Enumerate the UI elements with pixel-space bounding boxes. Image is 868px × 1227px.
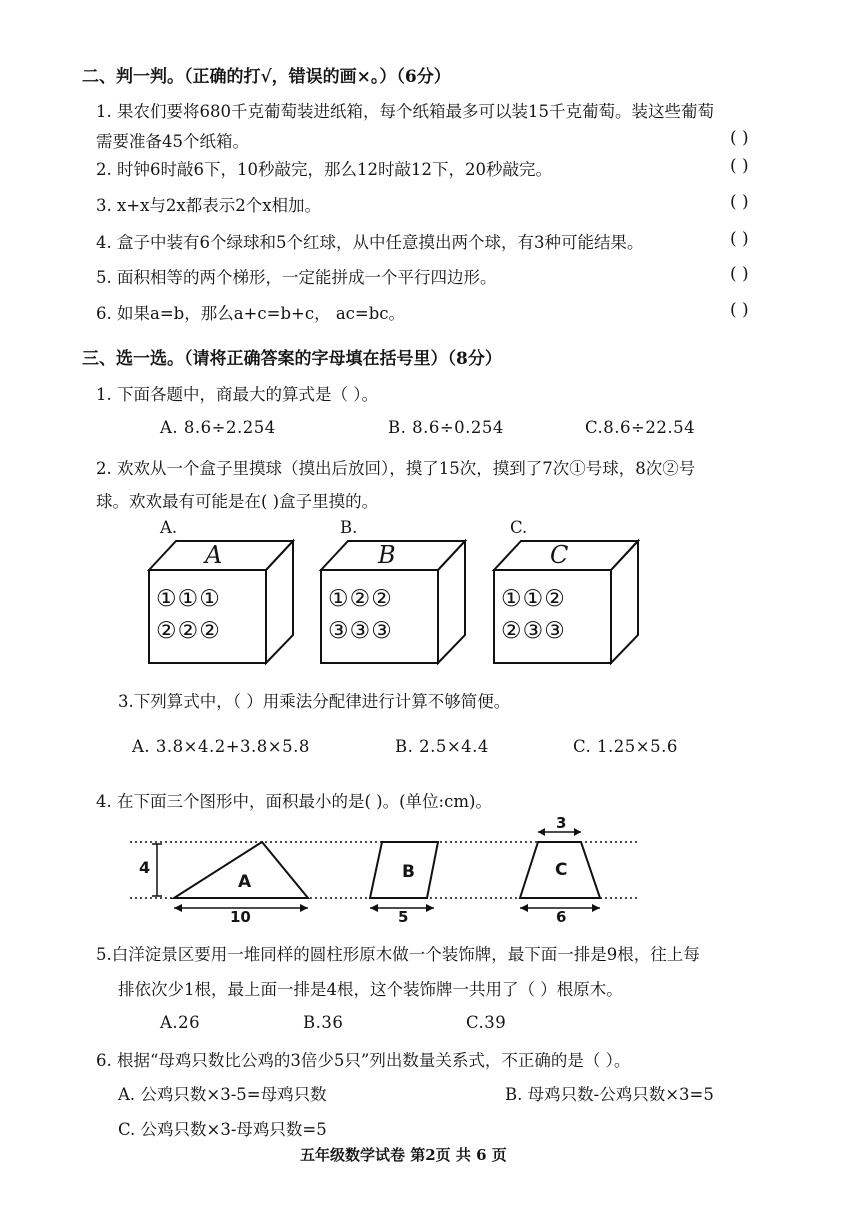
section-2-title: 二、判一判。（正确的打√，错误的画×。）（6分） (82, 67, 451, 87)
judge-answer-3[interactable]: ( ) (730, 192, 749, 212)
q4-shape-c-base: 6 (556, 908, 567, 926)
q6-option-b[interactable]: B. 母鸡只数-公鸡只数×3=5 (505, 1085, 714, 1104)
q1-option-b[interactable]: B. 8.6÷0.254 (388, 418, 504, 437)
q2-stem-line1: 2. 欢欢从一个盒子里摸球（摸出后放回），摸了15次，摸到了7次①号球，8次②号 (96, 459, 696, 478)
q4-shape-a-label: A (238, 872, 252, 892)
judge-item-1: 1. 果农们要将680千克葡萄装进纸箱，每个纸箱最多可以装15千克葡萄。装这些葡萄 (96, 102, 714, 121)
judge-item-5: 5. 面积相等的两个梯形，一定能拼成一个平行四边形。 (96, 268, 497, 287)
q1-option-c[interactable]: C.8.6÷22.54 (585, 418, 696, 437)
q1-option-a[interactable]: A. 8.6÷2.254 (160, 418, 276, 437)
q3-option-b[interactable]: B. 2.5×4.4 (395, 737, 489, 756)
q4-shape-b-label: B (402, 862, 415, 882)
q6-stem: 6. 根据“母鸡只数比公鸡的3倍少5只”列出数量关系式，不正确的是（ ）。 (96, 1051, 631, 1070)
box-a-row1: ①①① (156, 586, 221, 612)
box-b-row1: ①②② (328, 586, 393, 612)
judge-item-4: 4. 盒子中装有6个绿球和5个红球，从中任意摸出两个球，有3种可能结果。 (96, 233, 644, 252)
box-b-row2: ③③③ (328, 618, 393, 644)
judge-item-2: 2. 时钟6时敲6下，10秒敲完，那么12时敲12下，20秒敲完。 (96, 160, 552, 179)
box-c-letter: C (550, 541, 569, 569)
q4-shape-b-base: 5 (398, 908, 409, 926)
judge-item-1-cont: 需要准备45个纸箱。 (96, 132, 249, 151)
q4-shapes-figure (130, 812, 650, 927)
q3-option-c[interactable]: C. 1.25×5.6 (573, 737, 678, 756)
q4-shape-c-label: C (555, 860, 568, 880)
q4-shape-a-base: 10 (230, 908, 251, 926)
judge-answer-1[interactable]: ( ) (730, 128, 749, 148)
q4-shape-c-top: 3 (556, 814, 567, 832)
section-3-title: 三、选一选。（请将正确答案的字母填在括号里）（8分） (82, 349, 502, 369)
q5-option-c[interactable]: C.39 (466, 1013, 507, 1032)
q1-stem: 1. 下面各题中，商最大的算式是（ ）。 (96, 385, 378, 404)
judge-item-6: 6. 如果a=b，那么a+c=b+c， ac=bc。 (96, 304, 406, 323)
page-footer: 五年级数学试卷 第2页 共 6 页 (300, 1146, 507, 1164)
q4-height-label: 4 (139, 858, 151, 877)
judge-answer-5[interactable]: ( ) (730, 264, 749, 284)
judge-item-3: 3. x+x与2x都表示2个x相加。 (96, 196, 322, 215)
q6-option-c[interactable]: C. 公鸡只数×3-母鸡只数=5 (118, 1120, 327, 1139)
q2-stem-line2: 球。欢欢最有可能是在( )盒子里摸的。 (96, 492, 379, 511)
q5-option-b[interactable]: B.36 (303, 1013, 344, 1032)
q3-stem: 3.下列算式中，（ ）用乘法分配律进行计算不够简便。 (118, 692, 511, 711)
q5-stem-line1: 5.白洋淀景区要用一堆同样的圆柱形原木做一个装饰牌，最下面一排是9根，往上每 (96, 945, 700, 964)
box-c-row1: ①①② (501, 586, 566, 612)
q6-option-a[interactable]: A. 公鸡只数×3-5=母鸡只数 (118, 1085, 327, 1104)
q3-option-a[interactable]: A. 3.8×4.2+3.8×5.8 (132, 737, 310, 756)
q2-option-b[interactable]: B. (340, 518, 358, 537)
q5-stem-line2: 排依次少1根，最上面一排是4根，这个装饰牌一共用了（ ）根原木。 (118, 980, 623, 999)
q2-option-a[interactable]: A. (160, 518, 178, 537)
q2-option-c[interactable]: C. (510, 518, 528, 537)
judge-answer-2[interactable]: ( ) (730, 156, 749, 176)
judge-answer-6[interactable]: ( ) (730, 300, 749, 320)
box-b-letter: B (378, 541, 396, 569)
box-a-letter: A (205, 541, 223, 569)
box-a-row2: ②②② (156, 618, 221, 644)
q4-stem: 4. 在下面三个图形中，面积最小的是( )。(单位:cm)。 (96, 792, 492, 811)
box-c-row2: ②③③ (501, 618, 566, 644)
q5-option-a[interactable]: A.26 (160, 1013, 201, 1032)
judge-answer-4[interactable]: ( ) (730, 229, 749, 249)
